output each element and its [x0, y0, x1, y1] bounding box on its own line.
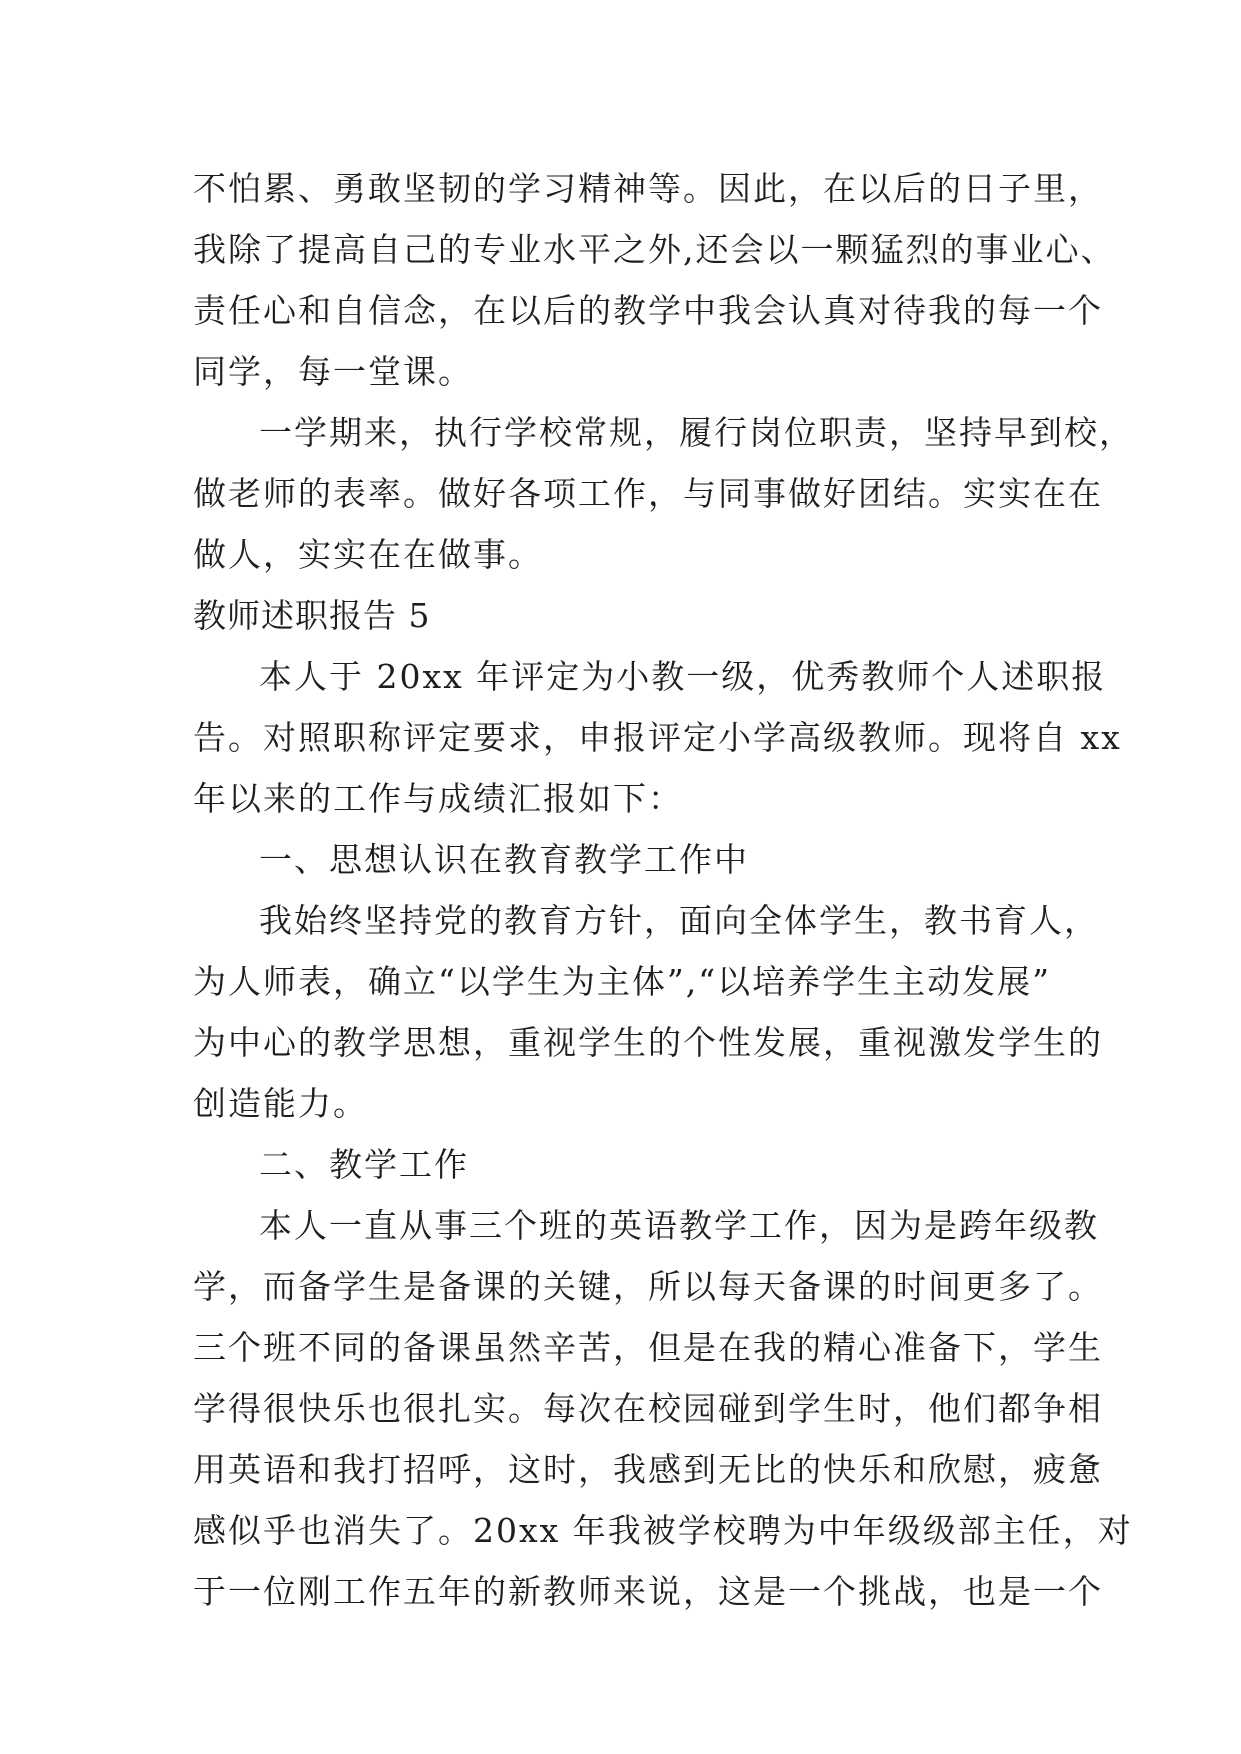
text-line: 不怕累、勇敢坚韧的学习精神等。因此，在以后的日子里，: [193, 169, 1103, 208]
text-line: 本人于 20xx 年评定为小教一级，优秀教师个人述职报: [259, 657, 1107, 696]
text-line: 感似乎也消失了。20xx 年我被学校聘为中年级级部主任，对: [193, 1511, 1133, 1550]
text-line: 我除了提高自己的专业水平之外,还会以一颗猛烈的事业心、: [193, 230, 1116, 269]
document-body: [193, 158, 1134, 1622]
text-line: 为中心的教学思想，重视学生的个性发展，重视激发学生的: [193, 1023, 1103, 1062]
subsection-heading: 二、教学工作: [259, 1145, 469, 1184]
text-line: 做老师的表率。做好各项工作，与同事做好团结。实实在在: [193, 474, 1103, 513]
section-heading: 教师述职报告 5: [193, 596, 431, 635]
text-line: 学，而备学生是备课的关键，所以每天备课的时间更多了。: [193, 1267, 1103, 1306]
text-line: 用英语和我打招呼，这时，我感到无比的快乐和欣慰，疲惫: [193, 1450, 1103, 1489]
text-line: 创造能力。: [193, 1084, 368, 1123]
text-line: 三个班不同的备课虽然辛苦，但是在我的精心准备下，学生: [193, 1328, 1103, 1367]
text-line: 告。对照职称评定要求，申报评定小学高级教师。现将自 xx: [193, 718, 1122, 757]
text-line: 本人一直从事三个班的英语教学工作，因为是跨年级教: [259, 1206, 1099, 1245]
text-line: 我始终坚持党的教育方针，面向全体学生，教书育人，: [259, 901, 1099, 940]
text-line: 同学，每一堂课。: [193, 352, 473, 391]
text-line: 责任心和自信念，在以后的教学中我会认真对待我的每一个: [193, 291, 1103, 330]
subsection-heading: 一、思想认识在教育教学工作中: [259, 840, 749, 879]
text-line: 一学期来，执行学校常规，履行岗位职责，坚持早到校，: [259, 413, 1134, 452]
text-line: 年以来的工作与成绩汇报如下：: [193, 779, 683, 818]
text-line: 学得很快乐也很扎实。每次在校园碰到学生时，他们都争相: [193, 1389, 1103, 1428]
text-line: 为人师表，确立“以学生为主体”,“以培养学生主动发展”: [193, 962, 1051, 1001]
text-line: 于一位刚工作五年的新教师来说，这是一个挑战，也是一个: [193, 1572, 1103, 1611]
text-line: 做人，实实在在做事。: [193, 535, 543, 574]
